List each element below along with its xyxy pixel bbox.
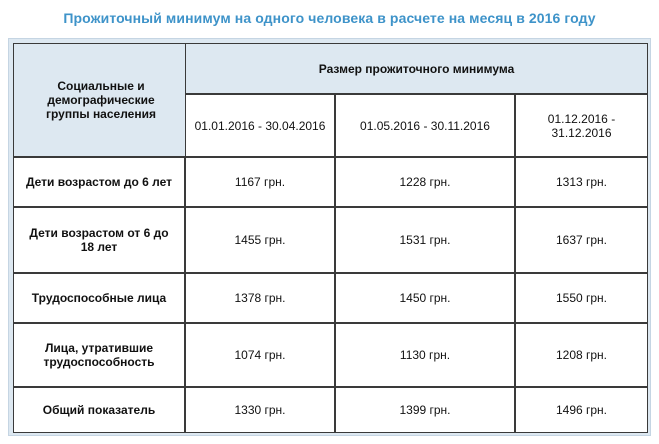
- cell-value: 1455 грн.: [234, 233, 286, 247]
- table-cell: [335, 273, 515, 323]
- header-groups-text: Социальные и демографические группы населения: [46, 79, 156, 121]
- table-cell: [335, 157, 515, 207]
- table-row-label: [13, 387, 185, 433]
- table-cell: [185, 387, 335, 433]
- row-label-text: Дети возрастом от 6 до 18 лет: [29, 226, 169, 254]
- cell-value: 1167 грн.: [234, 175, 286, 189]
- row-label-text: Дети возрастом до 6 лет: [25, 175, 173, 189]
- row-label-text: Лица, утратившие трудоспособность: [43, 341, 155, 369]
- table-cell: [185, 273, 335, 323]
- table-cell: [185, 323, 335, 387]
- cell-value: 1130 грн.: [399, 348, 451, 362]
- table-cell: [335, 323, 515, 387]
- table-cell: [515, 323, 648, 387]
- header-groups-cell: [13, 43, 189, 157]
- cell-value: 1074 грн.: [234, 348, 286, 362]
- period-header-1-text: 01.01.2016 - 30.04.2016: [194, 118, 326, 133]
- table-row-label: [13, 273, 185, 323]
- table-cell: [515, 157, 648, 207]
- table-cell: [335, 387, 515, 433]
- cell-value: 1550 грн.: [555, 291, 608, 305]
- period-header-2-text: 01.05.2016 - 30.11.2016: [360, 118, 490, 133]
- table-row-label: [13, 157, 185, 207]
- period-header-1: [185, 94, 335, 157]
- header-size-cell: [185, 43, 648, 94]
- cell-value: 1496 грн.: [555, 403, 608, 417]
- cell-value: 1450 грн.: [399, 291, 451, 305]
- cell-value: 1208 грн.: [555, 348, 608, 362]
- cell-value: 1378 грн.: [234, 291, 286, 305]
- table-row-label: [13, 323, 185, 387]
- table-cell: [515, 207, 648, 273]
- cell-value: 1313 грн.: [555, 175, 608, 189]
- cell-value: 1399 грн.: [399, 403, 451, 417]
- row-label-text: Трудоспособные лица: [31, 291, 167, 305]
- header-size-text: Размер прожиточного минимума: [318, 61, 515, 76]
- cell-value: 1228 грн.: [399, 175, 451, 189]
- table-frame: [8, 38, 651, 436]
- period-header-3: [515, 94, 648, 157]
- table-cell: [185, 207, 335, 273]
- period-header-3-text: 01.12.2016 - 31.12.2016: [547, 111, 616, 140]
- cell-value: 1330 грн.: [234, 403, 286, 417]
- page-title: Прожиточный минимум на одного человека в расчете на месяц в 2016 году: [63, 10, 596, 26]
- row-label-text: Общий показатель: [42, 403, 156, 417]
- table-cell: [515, 387, 648, 433]
- cell-value: 1531 грн.: [399, 233, 451, 247]
- period-header-2: [335, 94, 515, 157]
- table-row-label: [13, 207, 185, 273]
- table-cell: [335, 207, 515, 273]
- table-cell: [185, 157, 335, 207]
- cell-value: 1637 грн.: [555, 233, 608, 247]
- table-cell: [515, 273, 648, 323]
